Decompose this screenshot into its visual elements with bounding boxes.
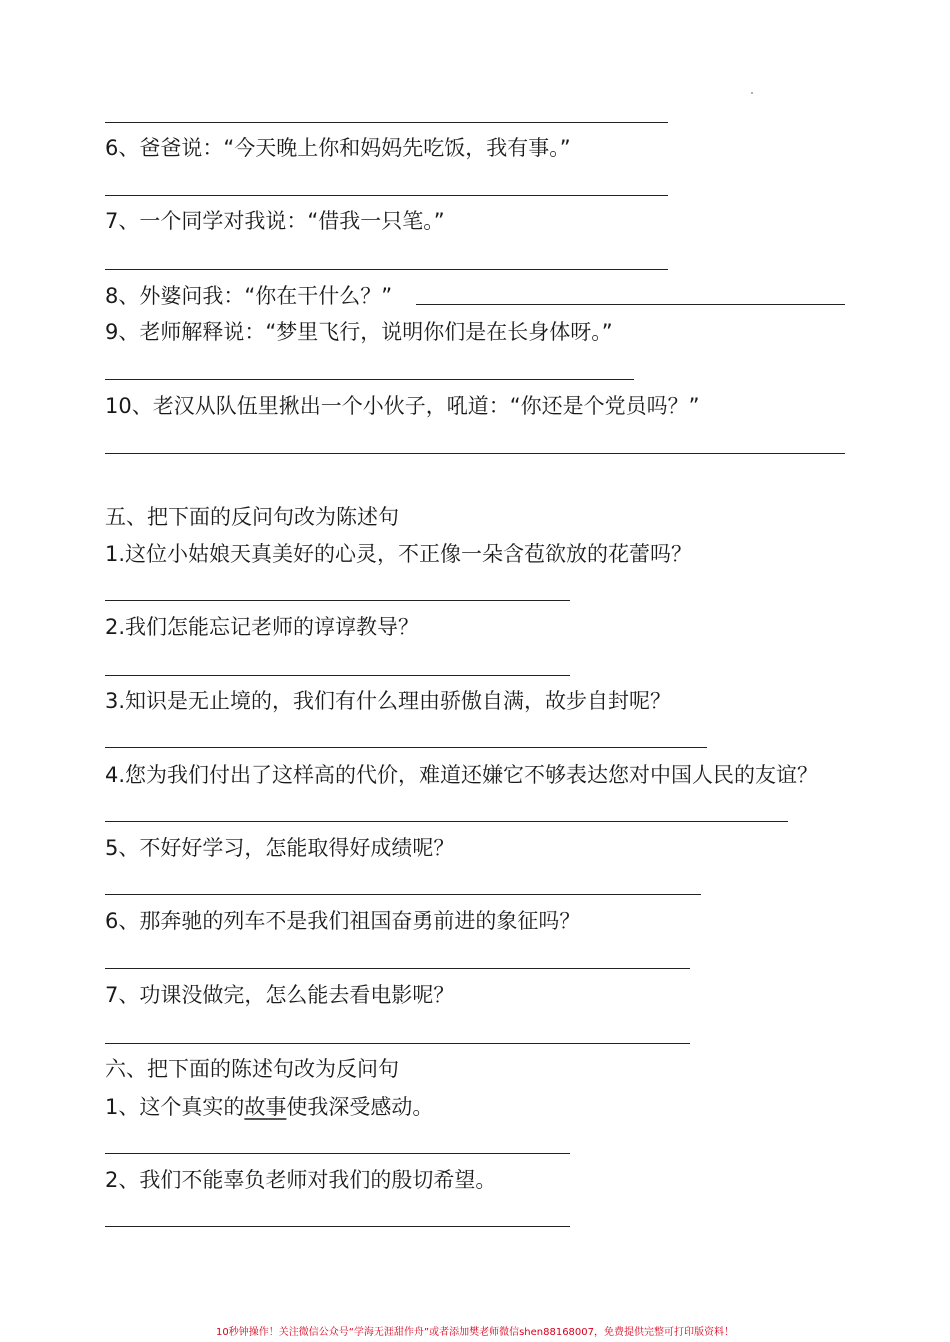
question-item: 6、爸爸说：“今天晚上你和妈妈先吃饭，我有事。” (105, 136, 571, 160)
answer-line[interactable] (105, 1226, 570, 1227)
underlined-word: 故事 (244, 1095, 287, 1119)
question-item: 7、一个同学对我说：“借我一只笔。” (105, 209, 445, 233)
answer-line[interactable] (105, 894, 701, 895)
answer-line[interactable] (105, 379, 634, 380)
question-item: 1.这位小姑娘天真美好的心灵，不正像一朵含苞欲放的花蕾吗？ (105, 542, 693, 566)
question-item: 4.您为我们付出了这样高的代价，难道还嫌它不够表达您对中国人民的友谊？ (105, 763, 819, 787)
question-item: 6、那奔驰的列车不是我们祖国奋勇前进的象征吗？ (105, 909, 581, 933)
answer-line[interactable] (105, 453, 845, 454)
question-item (105, 1093, 433, 1121)
question-text: 1、这个真实的 (105, 1095, 245, 1119)
question-item: 9、老师解释说：“梦里飞行，说明你们是在长身体呀。” (105, 320, 613, 344)
answer-line[interactable] (105, 1043, 690, 1044)
question-item: 7、功课没做完，怎么能去看电影呢？ (105, 983, 455, 1007)
question-item: 10、老汉从队伍里揪出一个小伙子，吼道：“你还是个党员吗？” (105, 394, 700, 418)
question-item: 2、我们不能辜负老师对我们的殷切希望。 (105, 1168, 497, 1192)
answer-line[interactable] (105, 747, 707, 748)
section-heading: 六、把下面的陈述句改为反问句 (105, 1057, 399, 1081)
answer-line[interactable] (105, 675, 570, 676)
question-item: 3.知识是无止境的，我们有什么理由骄傲自满，故步自封呢？ (105, 689, 672, 713)
answer-line[interactable] (105, 600, 570, 601)
question-item: 8、外婆问我：“你在干什么？” (105, 284, 393, 308)
scan-speck (751, 92, 753, 94)
answer-line[interactable] (105, 269, 668, 270)
section-heading: 五、把下面的反问句改为陈述句 (105, 505, 399, 529)
answer-line[interactable] (105, 821, 788, 822)
question-item: 5、不好好学习，怎能取得好成绩呢？ (105, 836, 455, 860)
answer-line[interactable] (416, 304, 845, 305)
answer-line[interactable] (105, 195, 668, 196)
question-text: 使我深受感动。 (286, 1095, 434, 1119)
question-item: 2.我们怎能忘记老师的谆谆教导？ (105, 615, 420, 639)
answer-line[interactable] (105, 968, 690, 969)
footer-notice: 10秒钟操作！关注微信公众号“学海无涯甜作舟”或者添加樊老师微信shen88168007，免费提供完整可打印版资料！ (215, 1327, 735, 1338)
answer-line[interactable] (105, 122, 668, 123)
answer-line[interactable] (105, 1153, 570, 1154)
